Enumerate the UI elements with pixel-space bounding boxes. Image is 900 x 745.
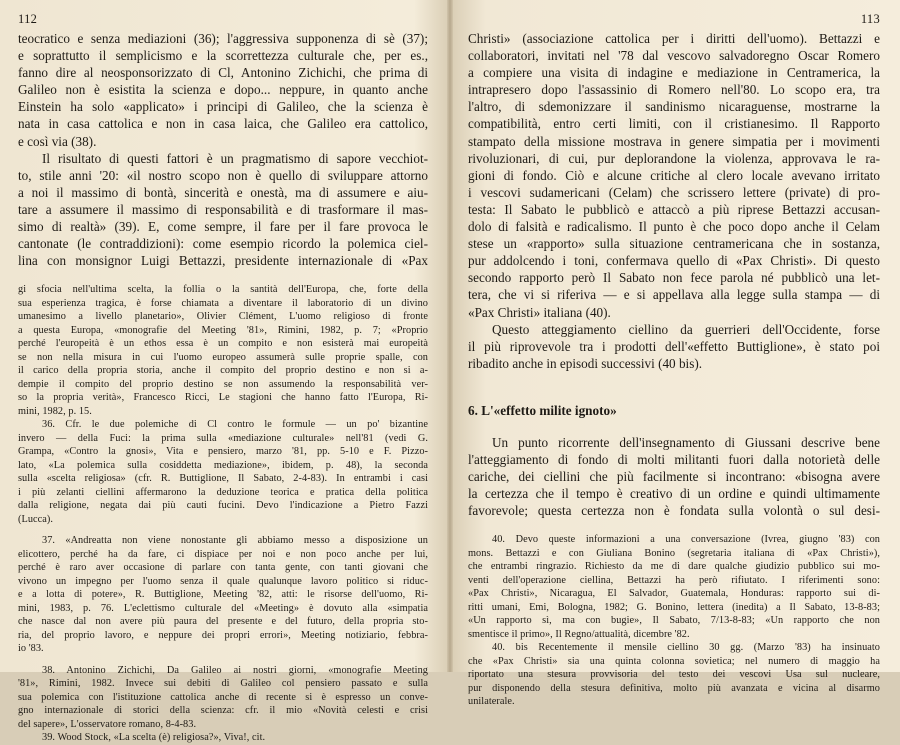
right-page [454,0,900,708]
text-line: collaboratori, invitati nel '78 dal vescovo salvadoregno Oscar Romero [468,48,880,64]
text-line: stampato della missione mostrava in genere simpatia per i movimenti [468,133,880,149]
text-line: e soprattutto il semplicismo e la scorrettezza culturale che, per es., [18,48,428,64]
footnote-line: che entrambi ringrazio. Richiesto da me di dare qualche giudizio pubblico sui mo- [468,561,880,573]
footnote-line: ritti umani, Emi, Bologna, 1982; G. Bonino, lettera (inedita) a Il Sabato, 13-8-83; [468,601,880,613]
footnote-line: e a lotta di potere», R. Buttiglione, Meeting '82, atti: le risorse dell'uomo, Ri- [18,589,428,601]
footnote-line: sua polemica con l'istituzione cattolica anche di recente si è espresso un conve- [18,691,428,703]
text-line: secondo rapporto però Il Sabato non fece parola né pubblicò una let- [468,270,880,286]
main-text-block [18,30,428,269]
text-line: gioni di fondo. Ciò e alcune critiche al clero locale avevano irritato [468,167,880,183]
text-line: favorevole; questa certezza non è fondata sulla volontà o sul desi- [468,503,880,519]
footnote-line: (Lucca). [18,513,53,525]
footnote-line: a questa Europa, «monografie del Meeting '81», Rimini, 1982, p. 7; «Proprio [18,324,428,336]
footnote-line: umanesimo a livello planetario», Olivier Clément, L'uomo religioso di fronte [18,311,428,323]
footnote-line: che «Pax Christi» sia una quinta colonna sovietica; nel numero di maggio ha [468,655,880,667]
text-line: Christi» (associazione cattolica per i diritti dell'uomo). Bettazzi e [468,31,880,46]
footnote-line: Grampa, «Contro la gnosi», Vita e pensiero, marzo '81, pp. 5-10 e F. Pizzo- [18,446,428,458]
footnote-line: riportato una stesura provvisoria del testo dei vescovi Usa sul nucleare, [468,669,880,681]
text-line: nata in casa cattolica e non in casa laica, che Galileo era cattolico, [18,116,428,132]
footnote-line: sua esperienza tragica, è forse chiamata a diventare il laboratorio di un divino [18,297,428,309]
footnote-line: mini, 1982, p. 15. [18,405,92,417]
text-line: la certezza che il tempo è creativo di un ordine e quindi ultimamente [468,486,880,502]
footnote-line: 40. bis Recentemente il mensile ciellino 30 gg. (Marzo '83) ha insinuato [492,642,880,654]
text-line: teocratico e senza mediazioni (36); l'aggressiva supponenza di sè (37); [18,31,428,46]
footnote-line: unilaterale. [468,696,515,708]
footnotes-block [468,533,880,709]
footnote-line: ria, del proprio lavoro, e neppure dei propri errori», Meeting notiziario, febbra- [18,629,428,641]
footnote-line: io '83. [18,643,44,655]
text-line: a noi il massimo di bontà, sincerità e onestà, ma di assumere e aiu- [18,184,428,200]
text-line: tare a assumere il massimo di responsabilità e di trasformare il mas- [18,201,428,217]
text-line: cantonate (le contraddizioni): come esempio ricordo la polemica ciel- [18,236,428,252]
text-line: l'atteggiamento di fondo di molti militanti fuori dalla notorietà delle [468,451,880,467]
text-line: a compiere una visita di indagine e mediazione in Centramerica, la [468,65,880,81]
footnote-line: pur disponendo della stesura definitiva, molto più avanzata e vicina al disarmo [468,682,880,694]
text-line: intrapresero dopo l'assassinio di Romero nell'80. Lo scopo era, tra [468,82,880,98]
text-line: «Pax Christi» italiana (40). [468,304,611,320]
footnote-line: del sapere», L'osservatore romano, 8-4-83. [18,718,197,730]
section-text-block [468,434,880,519]
page-number: 112 [18,12,38,26]
left-page [0,0,446,744]
footnote-line: mons. Bettazzi e con Giuliana Bonino (segretaria italiana di «Pax Christi»), [468,547,880,559]
text-line: il più riprovevole tra i prodotti dell'«effetto Buttiglione», è stato poi [468,338,880,354]
text-line: ribadito anche in episodi successivi (40 bis). [468,355,703,371]
footnote-line: '81», Rimini, 1982. Invece sui debiti di Galileo col pensiero passato e sulla [18,678,428,690]
text-line: lina con monsignor Luigi Bettazzi, presidente internazionale di «Pax [18,253,428,269]
footnote-line: dalla religione, negata dai più cauti fucini. Devo l'indicazione a Pietro Fazzi [18,500,428,512]
text-line: Galileo non è esistita la scienza e dopo... neppure, in quanto anche [18,82,428,98]
text-line: Un punto ricorrente dell'insegnamento di Giussani descrive bene [492,434,880,450]
footnote-line: 40. Devo queste informazioni a una conversazione (Ivrea, giugno '83) con [492,534,880,546]
footnote-line: se non nella misura in cui l'uomo europeo assumerà sulle proprie spalle, con [18,351,428,363]
footnote-line: perché è raro aver occasione di parlare con tanta gente, con tanti giovani che [18,562,428,574]
text-line: to, stile anni '20: «il nostro scopo non è quello di sviluppare attorno [18,167,428,183]
footnote-line: «Pax Christi», Nicaragua, El Salvador, Guatemala, Honduras: rapporto sui di- [468,588,880,600]
footnote-line: perché l'europeità è un ethos essa è un compito e non esisterà mai europeità [18,338,428,350]
footnote-line: invero — della Fuci: la prima sulla «mediazione culturale» nell'81 (vedi G. [18,432,428,444]
footnote-line: «Un rapporto sì, ma con bugie», Il Sabato, 7/13-8-83; «Un rapporto che non [468,615,880,627]
footnote-line: vivono un impegno per l'uomo senza il quale qualunque lavoro politico si riduc- [18,575,428,587]
footnote-line: 38. Antonino Zichichi, Da Galileo ai nostri giorni, «monografie Meeting [42,664,428,676]
footnotes-block [18,283,428,745]
text-line: Einstein ha solo «applicato» i principi di Galileo, che la scienza è [18,99,428,115]
text-line: dolo di falsità e radicalismo. Il punto è che poco dopo anche il Celam [468,219,880,235]
footnote-line: il carico della propria storia, anche il compito del proprio destino e non si a- [18,365,428,377]
section-heading: 6. L'«effetto milite ignoto» [468,402,617,418]
footnote-line: i più zelanti ciellini affermarono la deduzione teorica e pratica della politica [18,486,428,498]
text-line: simo di realtà» (39). E, come sempre, il fare per il fare provoca le [18,219,428,235]
footnote-line: smentisce il primo», Il Regno/attualità, dicembre '82. [468,628,690,640]
footnote-line: 39. Wood Stock, «La scelta (è) religiosa?», Viva!, cit. [42,732,266,744]
page-number: 113 [860,12,880,26]
text-line: pur addolcendo i toni, confermava quello di «Pax Christi». Di questo [468,253,880,269]
text-line: Il risultato di questi fattori è un pragmatismo di sapore vecchiot- [42,150,428,166]
text-line: cariche, dei ciellini che più facilmente si incontrano: «bisogna avere [468,469,880,485]
footnote-line: dempie il compito del proprio destino se non assumendo la responsabilità ver- [18,378,428,390]
footnote-line: lato, «La polemica sulla cosiddetta mediazione», ibidem, p. 48), la seconda [18,459,428,471]
footnote-line: gi sfocia nell'ultima scelta, la follia o la santità dell'Europa, che, forte della [18,284,428,296]
text-line: rivoluzionari, di cui, pur deplorandone la violenza, approvava le ra- [468,150,880,166]
text-line: Questo atteggiamento ciellino da guerrieri dell'Occidente, forse [492,321,880,337]
footnote-line: 37. «Andreatta non viene nonostante gli abbiamo messo a disposizione un [42,535,428,547]
book-gutter [447,0,453,672]
footnote-line: venti dell'operazione ciellina, Bettazzi ha però rifiutato. I riferimenti sono: [468,574,880,586]
footnote-line: mini, 1983, p. 76. L'eclettismo culturale del «Meeting» è dovuto alla «simpatia [18,602,428,614]
text-line: fanno dire al neosponsorizzato di Cl, Antonino Zichichi, che prima di [18,65,428,81]
footnote-line: elicottero, perché ha da fare, ci dispiace per noi e non poco anche per lui, [18,548,428,560]
text-line: stese un «rapporto» sulla situazione centramericana che in sostanza, [468,236,880,252]
text-line: compatibilità, entro certi limiti, con il cristianesimo. Il Rapporto [468,116,880,132]
text-line: l'altro, di sdemonizzare il sandinismo nicaraguense, mostrarne la [468,99,880,115]
text-line: testa: Il Sabato le pubblicò e attaccò a più riprese Bettazzi accusan- [468,201,880,217]
text-line: e così via (38). [18,133,97,149]
footnote-line: 36. Cfr. le due polemiche di Cl contro le formule — un po' bizantine [42,419,428,431]
footnote-line: gno internazionale di storici della scienza: cfr. il mio «Novità celesti e crisi [18,705,428,717]
footnote-line: che nasce dal non avere più paura del presente e del futuro, della propria sto- [18,616,428,628]
text-line: tera, che vi si riferiva — e si appellava alla legge sulla stampa — di [468,287,880,303]
footnote-line: so la propria verità», Francesco Ricci, Le stagioni che hanno fatto l'Europa, Ri- [18,392,428,404]
text-line: i vescovi sudamericani (Celam) che scrissero lettere (private) di pro- [468,184,880,200]
footnote-line: sulla «scelta religiosa» (cfr. R. Buttiglione, Il Sabato, 2-4-83). In entrambi i casi [18,473,428,485]
main-text-block [468,30,880,372]
